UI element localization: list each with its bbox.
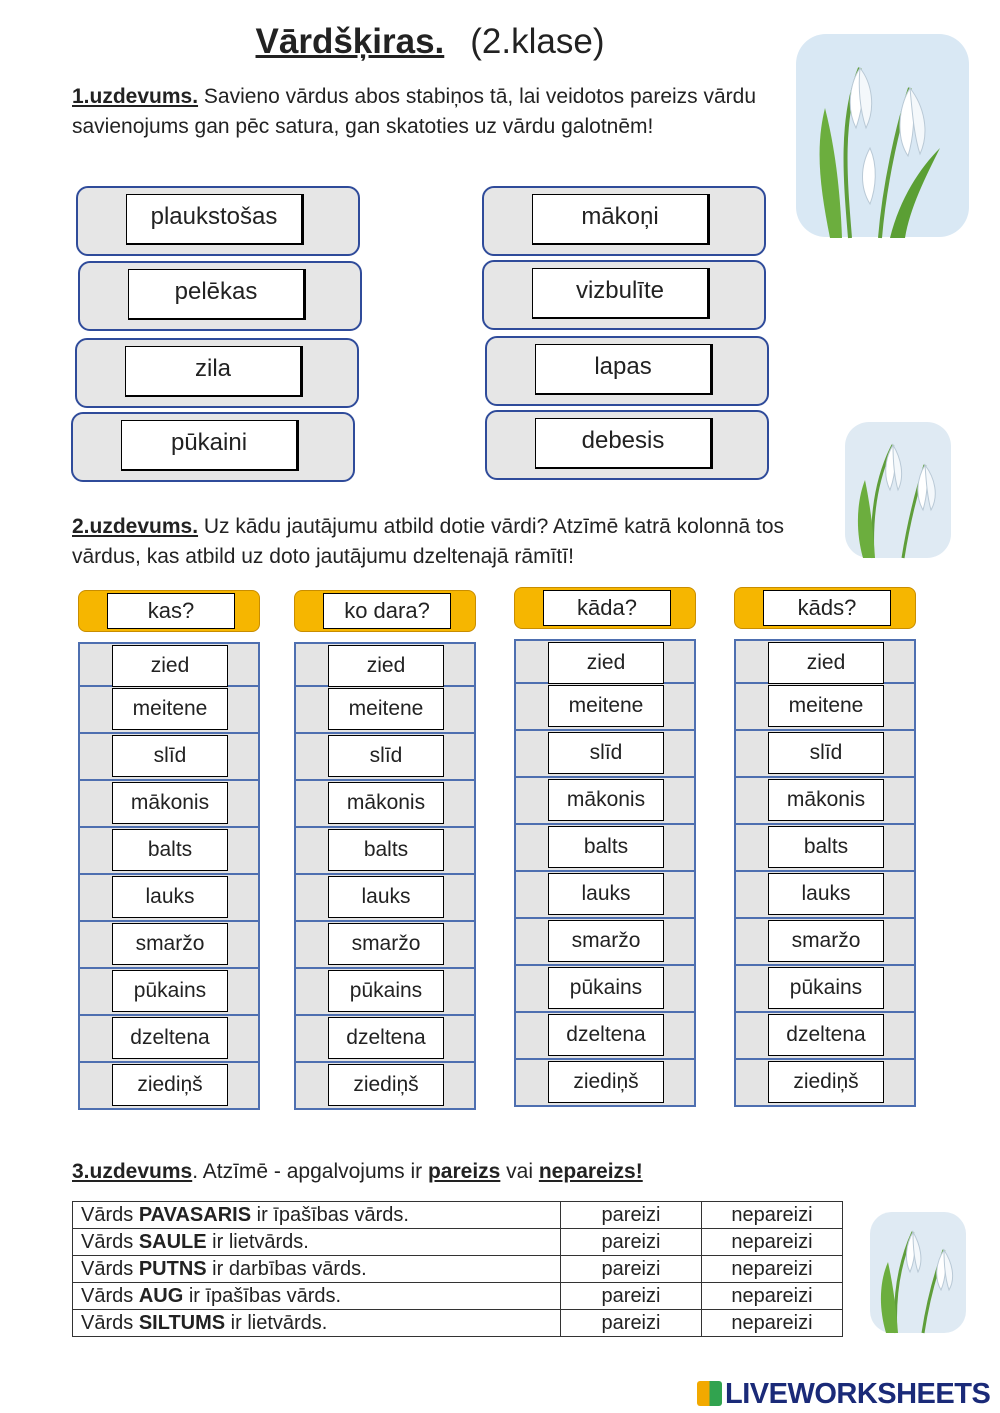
table-row xyxy=(73,1202,843,1229)
question-label: ko dara? xyxy=(323,593,451,629)
table-row xyxy=(73,1256,843,1283)
word-option[interactable] xyxy=(294,781,476,828)
match-right-word: lapas xyxy=(535,344,713,395)
word-option[interactable] xyxy=(294,687,476,734)
match-left-3[interactable] xyxy=(75,338,359,408)
word-option[interactable] xyxy=(734,684,916,731)
word-label: smaržo xyxy=(328,923,444,965)
word-option[interactable] xyxy=(514,825,696,872)
table-row xyxy=(73,1310,843,1337)
option-correct[interactable]: pareizi xyxy=(561,1229,702,1256)
question-header xyxy=(78,590,260,632)
match-right-4[interactable] xyxy=(485,410,769,480)
word-option[interactable] xyxy=(78,875,260,922)
word-option[interactable] xyxy=(734,1013,916,1060)
task3-incorrect-word: nepareizs! xyxy=(538,1160,643,1183)
word-label: pūkains xyxy=(548,967,664,1009)
word-label: balts xyxy=(548,826,664,868)
word-label: lauks xyxy=(328,876,444,918)
match-left-word: plaukstošas xyxy=(126,194,304,245)
question-header xyxy=(734,587,916,629)
question-column-1 xyxy=(78,590,260,1110)
match-right-3[interactable] xyxy=(485,336,769,406)
task2-label: 2.uzdevums. xyxy=(72,515,199,538)
word-label: ziediņš xyxy=(768,1061,884,1103)
word-label: slīd xyxy=(768,732,884,774)
match-right-word: vizbulīte xyxy=(532,268,710,319)
statement: Vārds SILTUMS ir lietvārds. xyxy=(73,1310,561,1337)
snowdrop-flower-icon xyxy=(843,420,953,560)
option-incorrect[interactable]: nepareizi xyxy=(702,1229,843,1256)
word-option[interactable] xyxy=(294,1016,476,1063)
word-label: ziediņš xyxy=(548,1061,664,1103)
question-column-4 xyxy=(734,587,916,1107)
word-option[interactable] xyxy=(294,922,476,969)
task3-correct-word: pareizs xyxy=(427,1160,501,1183)
word-option[interactable] xyxy=(734,1060,916,1107)
word-option[interactable] xyxy=(734,919,916,966)
word-label: mākonis xyxy=(328,782,444,824)
word-option[interactable] xyxy=(78,687,260,734)
option-incorrect[interactable]: nepareizi xyxy=(702,1202,843,1229)
word-label: zied xyxy=(328,645,444,687)
word-option[interactable] xyxy=(514,1013,696,1060)
table-row xyxy=(73,1229,843,1256)
word-option[interactable] xyxy=(734,872,916,919)
question-column-2 xyxy=(294,590,476,1110)
question-label: kas? xyxy=(107,593,235,629)
task3-label: 3.uzdevums xyxy=(72,1160,193,1183)
word-option[interactable] xyxy=(294,734,476,781)
word-option[interactable] xyxy=(514,872,696,919)
word-option[interactable] xyxy=(78,828,260,875)
word-label: slīd xyxy=(112,735,228,777)
task3-instructions xyxy=(72,1157,832,1187)
question-label: kāds? xyxy=(763,590,891,626)
match-left-2[interactable] xyxy=(78,261,362,331)
question-column-3 xyxy=(514,587,696,1107)
word-label: slīd xyxy=(548,732,664,774)
word-option[interactable] xyxy=(514,778,696,825)
logo-text: LIVEWORKSHEETS xyxy=(725,1378,991,1410)
word-option[interactable] xyxy=(294,642,476,687)
word-label: dzeltena xyxy=(112,1017,228,1059)
word-option[interactable] xyxy=(294,875,476,922)
word-label: pūkains xyxy=(328,970,444,1012)
word-label: balts xyxy=(768,826,884,868)
statement: Vārds AUG ir īpašības vārds. xyxy=(73,1283,561,1310)
word-option[interactable] xyxy=(734,825,916,872)
word-label: smaržo xyxy=(112,923,228,965)
worksheet-title xyxy=(0,22,860,62)
word-option[interactable] xyxy=(514,966,696,1013)
match-right-word: mākoņi xyxy=(532,194,710,245)
word-label: mākonis xyxy=(548,779,664,821)
word-label: dzeltena xyxy=(768,1014,884,1056)
task3-text-or: vai xyxy=(500,1160,539,1183)
word-label: lauks xyxy=(112,876,228,918)
word-option[interactable] xyxy=(734,966,916,1013)
match-right-1[interactable] xyxy=(482,186,766,256)
word-label: zied xyxy=(112,645,228,687)
word-label: balts xyxy=(112,829,228,871)
word-label: ziediņš xyxy=(112,1064,228,1106)
word-label: zied xyxy=(548,642,664,684)
word-label: mākonis xyxy=(112,782,228,824)
word-option[interactable] xyxy=(514,731,696,778)
word-option[interactable] xyxy=(514,1060,696,1107)
word-label: zied xyxy=(768,642,884,684)
option-incorrect[interactable]: nepareizi xyxy=(702,1310,843,1337)
table-row xyxy=(73,1283,843,1310)
logo-badge-icon xyxy=(697,1381,722,1406)
title-main: Vārdšķiras. xyxy=(255,22,445,61)
match-left-word: pūkaini xyxy=(121,420,299,471)
option-incorrect[interactable]: nepareizi xyxy=(702,1256,843,1283)
word-label: meitene xyxy=(768,685,884,727)
word-option[interactable] xyxy=(78,922,260,969)
word-label: dzeltena xyxy=(548,1014,664,1056)
word-label: balts xyxy=(328,829,444,871)
task1-label: 1.uzdevums. xyxy=(72,85,199,108)
word-label: slīd xyxy=(328,735,444,777)
word-option[interactable] xyxy=(734,731,916,778)
word-option[interactable] xyxy=(294,828,476,875)
snowdrop-flower-icon xyxy=(868,1210,968,1335)
word-option[interactable] xyxy=(78,969,260,1016)
word-option[interactable] xyxy=(78,1063,260,1110)
word-label: dzeltena xyxy=(328,1017,444,1059)
match-left-word: pelēkas xyxy=(128,269,306,320)
word-label: pūkains xyxy=(768,967,884,1009)
word-label: meitene xyxy=(548,685,664,727)
option-correct[interactable]: pareizi xyxy=(561,1310,702,1337)
question-header xyxy=(514,587,696,629)
word-option[interactable] xyxy=(514,639,696,684)
title-grade: (2.klase) xyxy=(470,22,605,61)
match-left-1[interactable] xyxy=(76,186,360,256)
word-option[interactable] xyxy=(78,734,260,781)
task2-text: Uz kādu jautājumu atbild dotie vārdi? Atzīmē katrā kolonnā tos vārdus, kas atbild uz doto jautājumu dzeltenajā rāmītī! xyxy=(72,515,785,568)
word-option[interactable] xyxy=(734,639,916,684)
statement: Vārds PAVASARIS ir īpašības vārds. xyxy=(73,1202,561,1229)
match-right-2[interactable] xyxy=(482,260,766,330)
word-option[interactable] xyxy=(514,684,696,731)
question-label: kāda? xyxy=(543,590,671,626)
option-incorrect[interactable]: nepareizi xyxy=(702,1283,843,1310)
word-label: lauks xyxy=(548,873,664,915)
word-label: mākonis xyxy=(768,779,884,821)
statement: Vārds PUTNS ir darbības vārds. xyxy=(73,1256,561,1283)
word-label: lauks xyxy=(768,873,884,915)
match-left-word: zila xyxy=(125,346,303,397)
snowdrop-flower-icon xyxy=(790,28,975,243)
word-label: meitene xyxy=(328,688,444,730)
option-correct[interactable]: pareizi xyxy=(561,1202,702,1229)
statements-table xyxy=(72,1201,843,1337)
word-option[interactable] xyxy=(78,1016,260,1063)
word-label: smaržo xyxy=(768,920,884,962)
option-correct[interactable]: pareizi xyxy=(561,1283,702,1310)
task3-text: . Atzīmē - apgalvojums ir xyxy=(192,1160,428,1183)
word-label: ziediņš xyxy=(328,1064,444,1106)
match-right-word: debesis xyxy=(535,418,713,469)
word-label: meitene xyxy=(112,688,228,730)
task1-instructions xyxy=(72,82,772,142)
word-option[interactable] xyxy=(78,642,260,687)
task1-text: Savieno vārdus abos stabiņos tā, lai veidotos pareizs vārdu savienojums gan pēc satura, gan skatoties uz vārdu galotnēm! xyxy=(72,85,757,138)
question-header xyxy=(294,590,476,632)
word-option[interactable] xyxy=(294,1063,476,1110)
word-option[interactable] xyxy=(734,778,916,825)
word-label: smaržo xyxy=(548,920,664,962)
statement: Vārds SAULE ir lietvārds. xyxy=(73,1229,561,1256)
word-option[interactable] xyxy=(294,969,476,1016)
word-option[interactable] xyxy=(78,781,260,828)
liveworksheets-logo xyxy=(697,1378,990,1411)
word-option[interactable] xyxy=(514,919,696,966)
word-label: pūkains xyxy=(112,970,228,1012)
task2-instructions xyxy=(72,512,792,572)
match-left-4[interactable] xyxy=(71,412,355,482)
option-correct[interactable]: pareizi xyxy=(561,1256,702,1283)
